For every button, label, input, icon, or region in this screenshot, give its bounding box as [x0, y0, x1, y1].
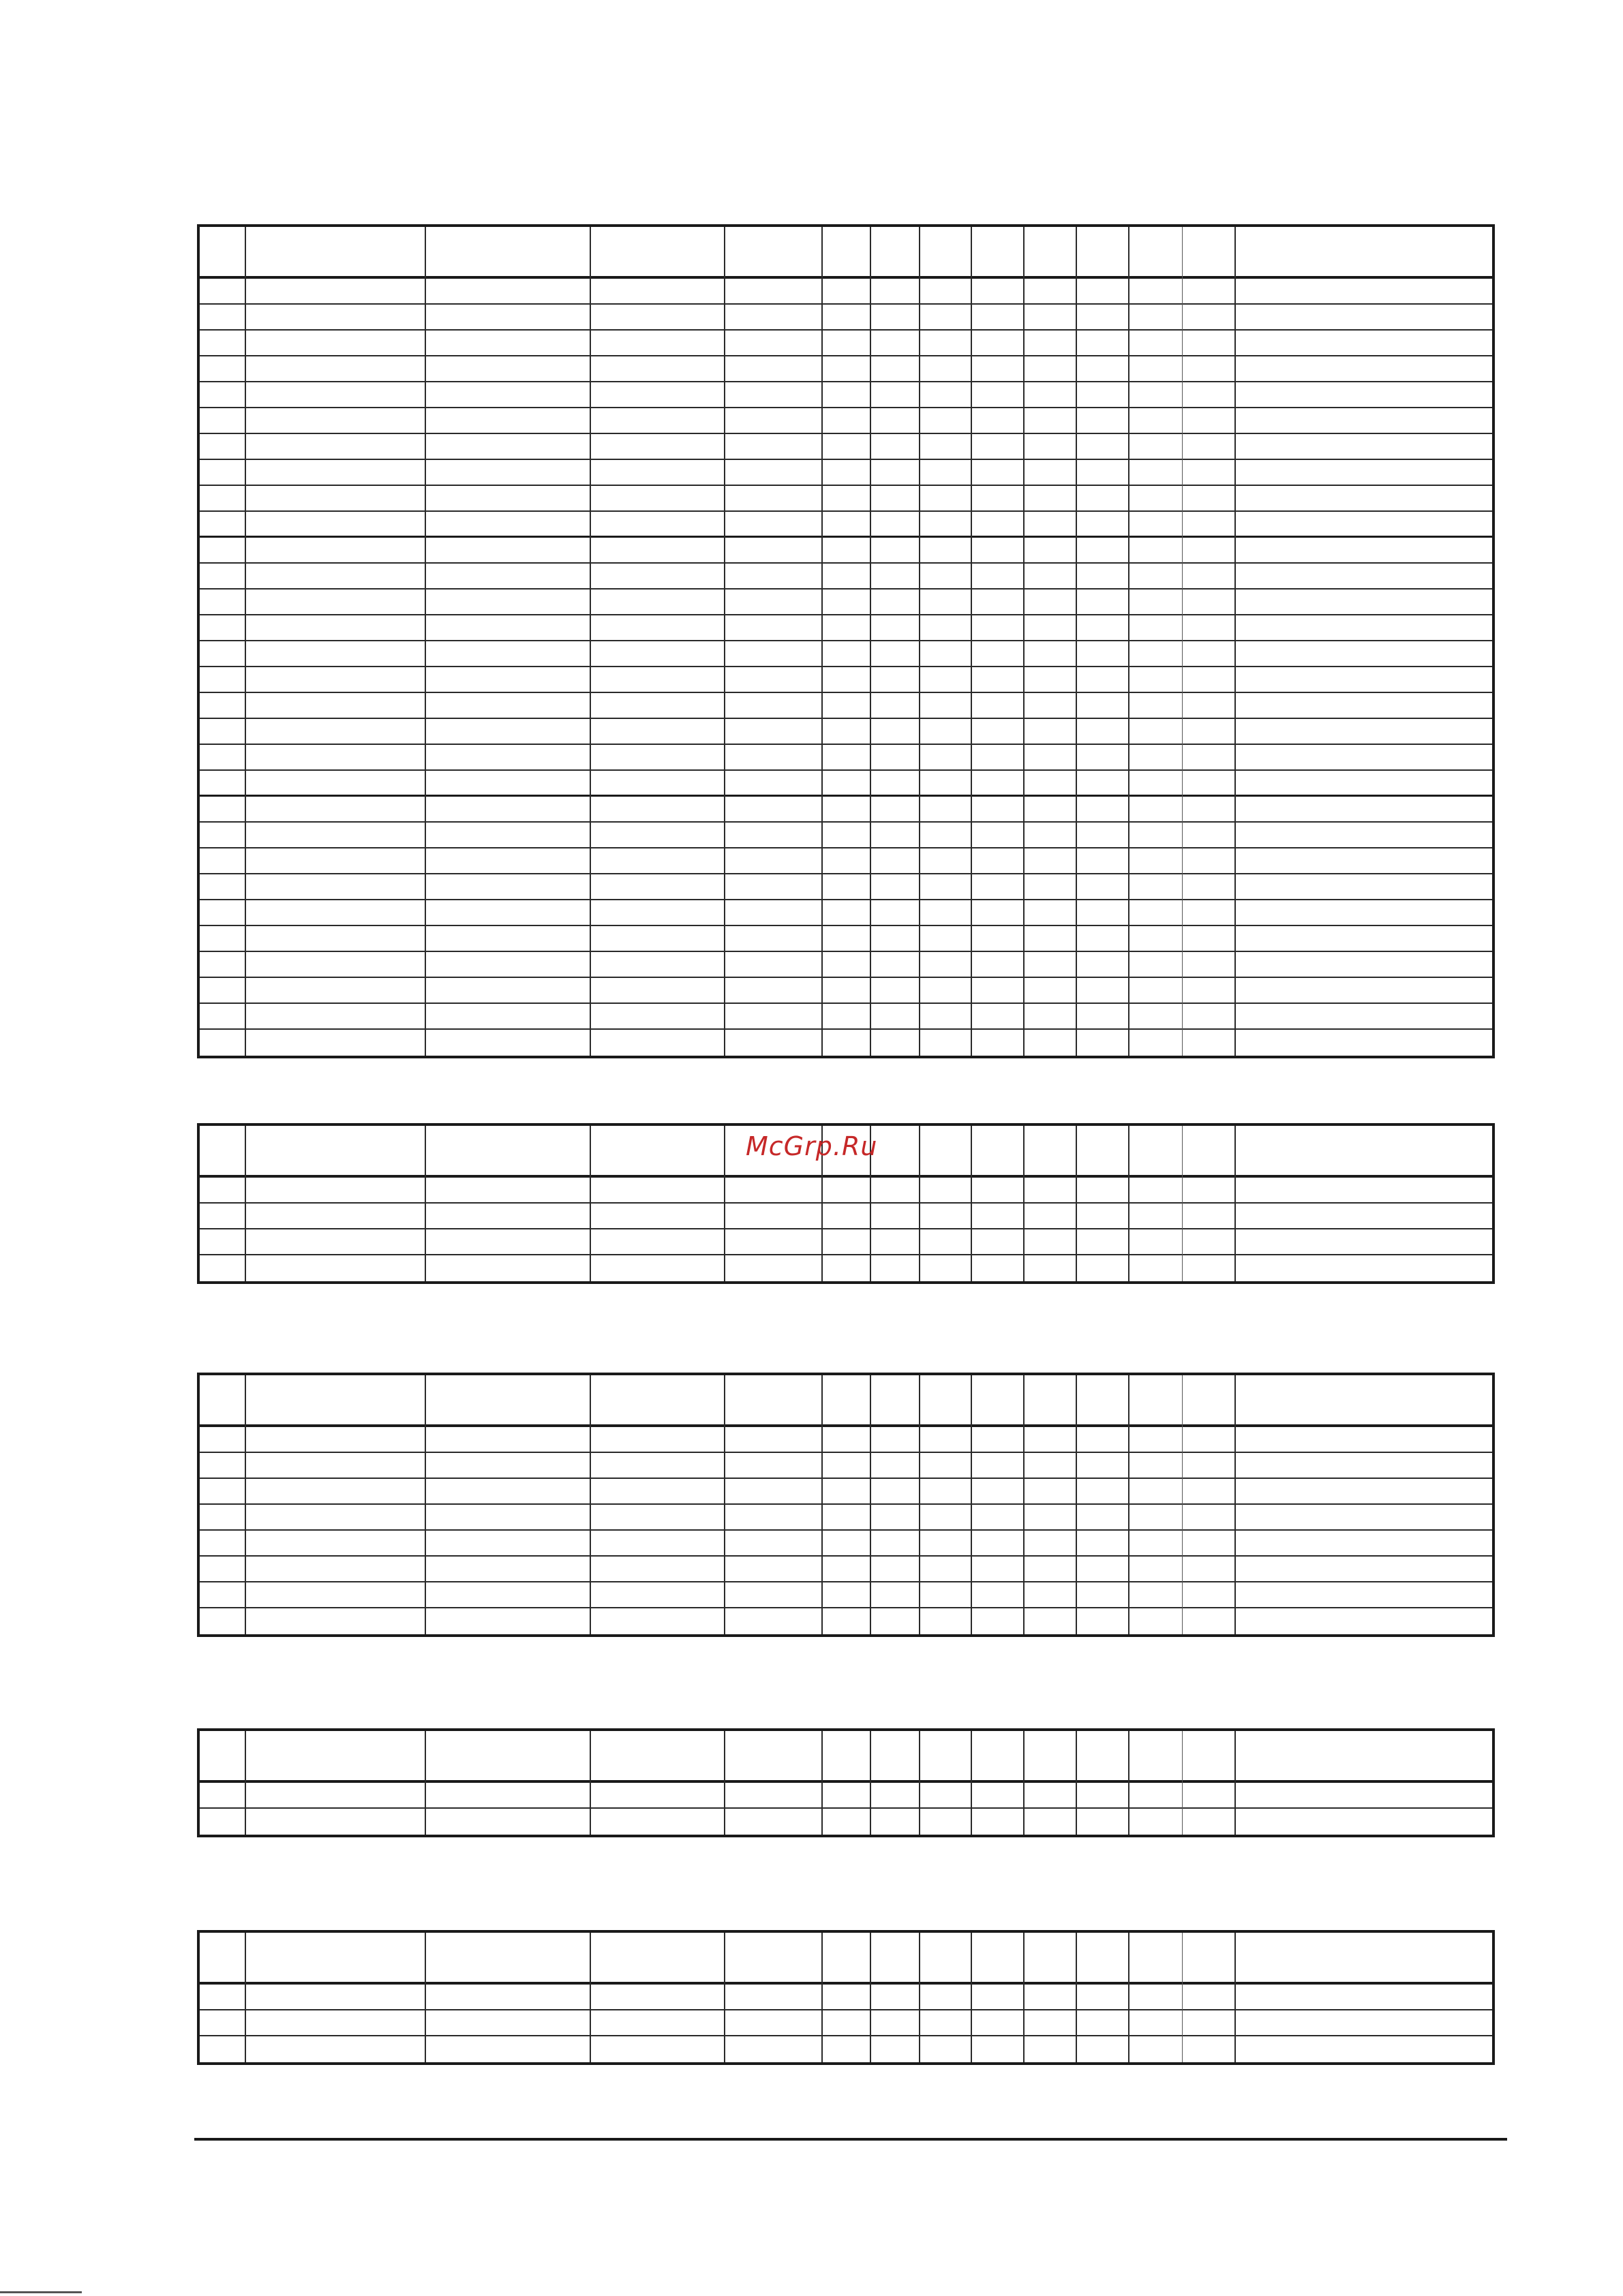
column-divider	[1182, 1933, 1183, 2062]
column-divider	[425, 1375, 426, 1634]
column-divider	[1128, 1126, 1129, 1281]
column-divider	[590, 227, 591, 1056]
column-divider	[1234, 1933, 1236, 2062]
column-divider	[590, 1731, 591, 1835]
column-divider	[724, 227, 725, 1056]
table-row	[200, 1255, 1492, 1281]
table-row	[200, 1229, 1492, 1255]
column-divider	[870, 1933, 871, 2062]
table-row	[200, 486, 1492, 512]
table-row	[200, 667, 1492, 693]
column-divider	[1023, 1375, 1025, 1634]
table-row	[200, 434, 1492, 460]
table-header-row	[200, 1375, 1492, 1427]
table-row	[200, 1608, 1492, 1634]
column-divider	[724, 1126, 725, 1281]
table-row	[200, 305, 1492, 331]
column-divider	[919, 1375, 920, 1634]
column-divider	[245, 227, 246, 1056]
column-divider	[1234, 227, 1236, 1056]
column-divider	[1023, 1126, 1025, 1281]
column-divider	[971, 1731, 972, 1835]
table-row	[200, 2036, 1492, 2062]
table-row	[200, 1453, 1492, 1479]
table-row	[200, 900, 1492, 926]
table-row	[200, 460, 1492, 486]
table-row	[200, 1204, 1492, 1229]
column-divider	[1234, 1375, 1236, 1634]
column-divider	[821, 1375, 823, 1634]
column-divider	[870, 1375, 871, 1634]
table-row	[200, 952, 1492, 978]
column-divider	[1182, 1375, 1183, 1634]
column-divider	[425, 1933, 426, 2062]
table-row	[200, 823, 1492, 848]
column-divider	[971, 1375, 972, 1634]
table-row	[200, 1582, 1492, 1608]
column-divider	[919, 227, 920, 1056]
column-divider	[245, 1933, 246, 2062]
table-row	[200, 408, 1492, 434]
column-divider	[724, 1731, 725, 1835]
table-4	[197, 1728, 1495, 1837]
table-row	[200, 745, 1492, 771]
table-row	[200, 797, 1492, 823]
table-row	[200, 512, 1492, 538]
table-row	[200, 1985, 1492, 2010]
column-divider	[590, 1126, 591, 1281]
column-divider	[1023, 1933, 1025, 2062]
column-divider	[1023, 227, 1025, 1056]
footer-rule	[194, 2138, 1507, 2141]
table-row	[200, 615, 1492, 641]
table-row	[200, 1809, 1492, 1835]
table-row	[200, 1479, 1492, 1505]
table-row	[200, 590, 1492, 615]
column-divider	[590, 1933, 591, 2062]
table-row	[200, 382, 1492, 408]
table-row	[200, 1030, 1492, 1056]
table-row	[200, 331, 1492, 356]
table-3	[197, 1373, 1495, 1637]
table-row	[200, 1557, 1492, 1582]
table-row	[200, 564, 1492, 590]
table-row	[200, 641, 1492, 667]
column-divider	[245, 1375, 246, 1634]
column-divider	[1182, 227, 1183, 1056]
column-divider	[821, 1731, 823, 1835]
table-row	[200, 874, 1492, 900]
table-row	[200, 356, 1492, 382]
column-divider	[1076, 1933, 1077, 2062]
column-divider	[1076, 1731, 1077, 1835]
table-row	[200, 693, 1492, 719]
column-divider	[919, 1933, 920, 2062]
column-divider	[245, 1126, 246, 1281]
table-header-row	[200, 1731, 1492, 1783]
column-divider	[1234, 1731, 1236, 1835]
table-row	[200, 978, 1492, 1004]
table-row	[200, 1178, 1492, 1204]
table-row	[200, 279, 1492, 305]
column-divider	[245, 1731, 246, 1835]
column-divider	[1076, 1126, 1077, 1281]
column-divider	[971, 227, 972, 1056]
table-row	[200, 771, 1492, 797]
column-divider	[971, 1126, 972, 1281]
table-row	[200, 926, 1492, 952]
column-divider	[590, 1375, 591, 1634]
column-divider	[724, 1375, 725, 1634]
column-divider	[1023, 1731, 1025, 1835]
column-divider	[1128, 1731, 1129, 1835]
column-divider	[919, 1126, 920, 1281]
table-row	[200, 719, 1492, 745]
column-divider	[821, 227, 823, 1056]
column-divider	[1182, 1731, 1183, 1835]
column-divider	[870, 227, 871, 1056]
table-row	[200, 848, 1492, 874]
column-divider	[425, 227, 426, 1056]
table-row	[200, 538, 1492, 564]
table-row	[200, 1505, 1492, 1531]
table-row	[200, 1783, 1492, 1809]
table-row	[200, 1004, 1492, 1030]
column-divider	[1128, 227, 1129, 1056]
table-row	[200, 1531, 1492, 1557]
column-divider	[1234, 1126, 1236, 1281]
column-divider	[870, 1731, 871, 1835]
column-divider	[1128, 1933, 1129, 2062]
column-divider	[724, 1933, 725, 2062]
column-divider	[425, 1731, 426, 1835]
column-divider	[971, 1933, 972, 2062]
column-divider	[425, 1126, 426, 1281]
column-divider	[821, 1933, 823, 2062]
watermark-text: McGrp.Ru	[746, 1131, 878, 1161]
table-row	[200, 2010, 1492, 2036]
table-header-row	[200, 227, 1492, 279]
column-divider	[919, 1731, 920, 1835]
table-1	[197, 224, 1495, 1058]
table-header-row	[200, 1933, 1492, 1985]
column-divider	[1076, 227, 1077, 1056]
table-5	[197, 1930, 1495, 2065]
column-divider	[1182, 1126, 1183, 1281]
column-divider	[1076, 1375, 1077, 1634]
corner-mark	[0, 2291, 82, 2293]
table-row	[200, 1427, 1492, 1453]
column-divider	[1128, 1375, 1129, 1634]
